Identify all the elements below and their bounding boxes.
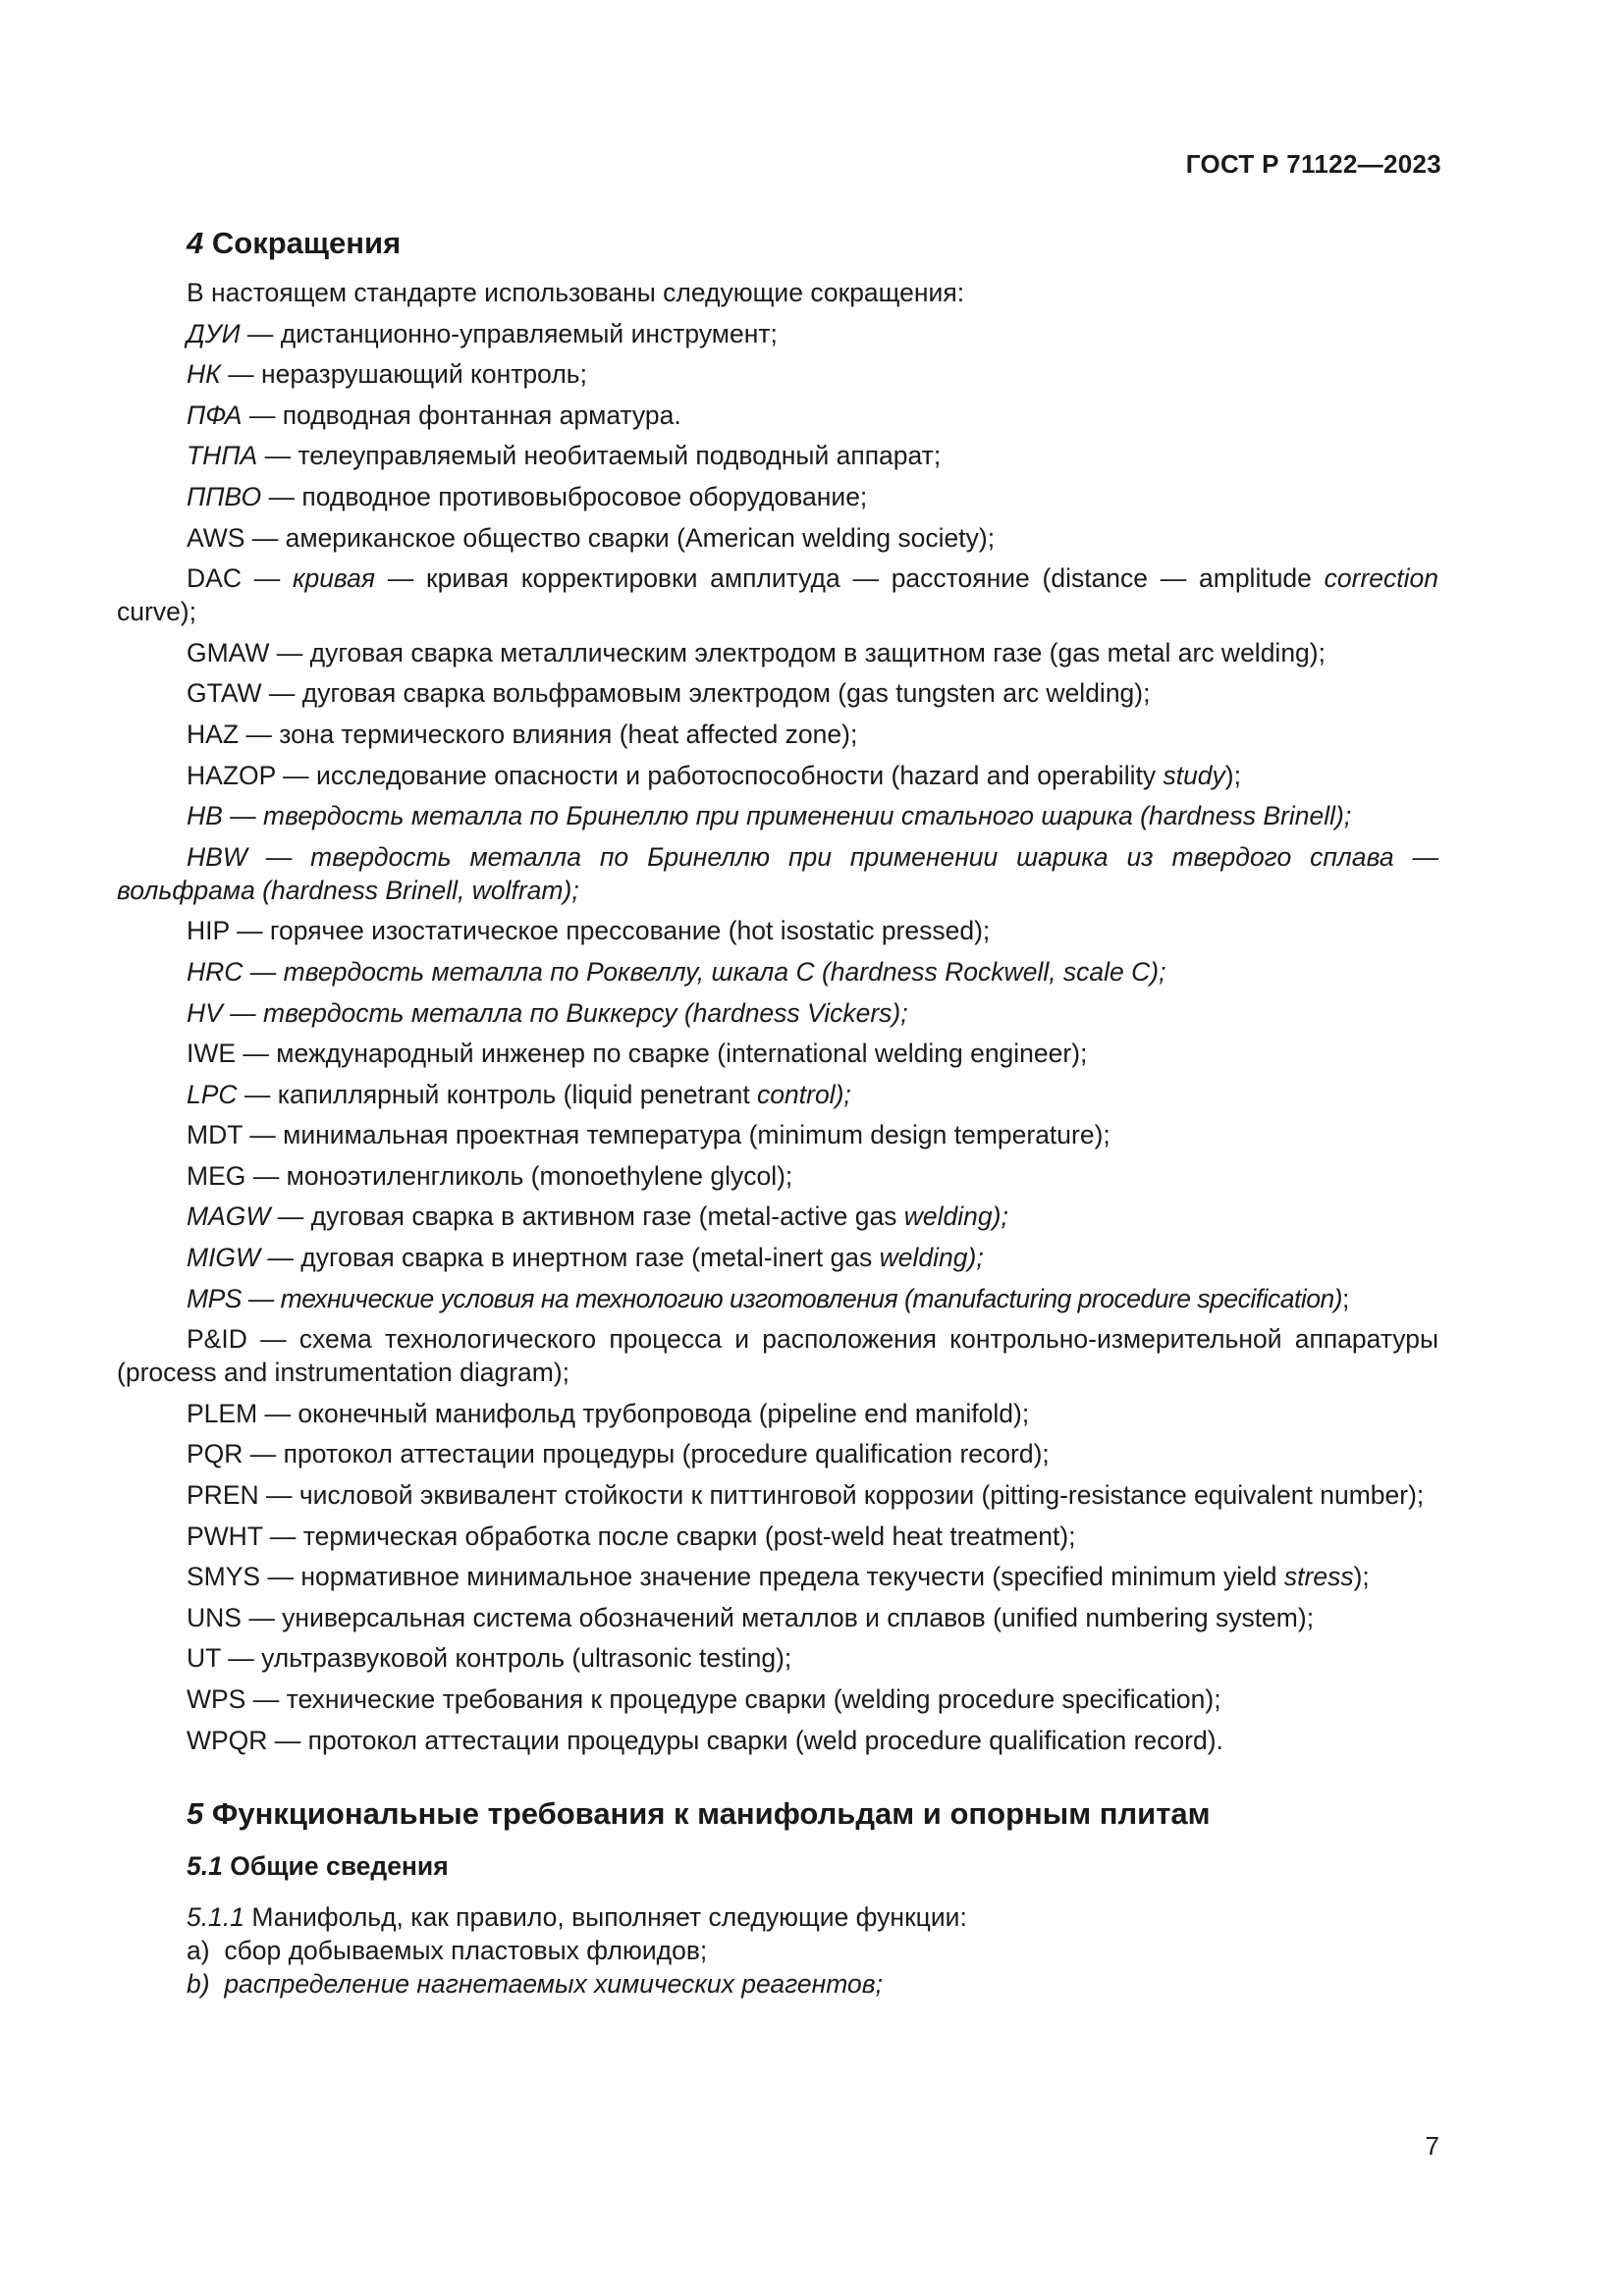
abbreviation-entry-magw: MAGW — дуговая сварка в активном газе (metal-active gas welding); [187, 1201, 1008, 1232]
page-number: 7 [1425, 2131, 1439, 2161]
section-4-heading [117, 224, 1438, 263]
section-intro: В настоящем стандарте использованы следующие сокращения: [187, 278, 965, 307]
abbreviation-entry-hbw: HBW — твердость металла по Бринеллю при применении шарика из твердого сплава — вольфрама (hardness Brinell, wolfram); [117, 841, 1438, 905]
abbreviation-entry-smys: SMYS — нормативное минимальное значение предела текучести (specified minimum yield stress); [187, 1562, 1370, 1592]
abbreviation-entry: ТНПА — телеуправляемый необитаемый подводный аппарат; [187, 441, 942, 471]
abbreviation-entry: PQR — протокол аттестации процедуры (procedure qualification record); [187, 1439, 1050, 1469]
abbreviation-entry: WPS — технические требования к процедуре сварки (welding procedure specification); [187, 1684, 1221, 1714]
section-number: 4 [187, 226, 204, 260]
abbreviation-entry: UNS — универсальная система обозначений металлов и сплавов (unified numbering system); [187, 1602, 1315, 1632]
abbreviation-entry-dac: DAC — кривая — кривая корректировки амплитуда — расстояние (distance — amplitude correction curve); [117, 563, 1439, 627]
abbreviation-entry-mps: MPS — технические условия на технологию изготовления (manufacturing procedure specification); [187, 1283, 1349, 1313]
abbreviation-entry: GTAW — дуговая сварка вольфрамовым электродом (gas tungsten arc welding); [187, 678, 1151, 709]
abbreviation-entry: HIP — горячее изостатическое прессование (hot isostatic pressed); [187, 916, 991, 946]
abbreviation-entry: НК — неразрушающий контроль; [187, 359, 587, 390]
abbreviation-entry: ПФА — подводная фонтанная арматура. [187, 400, 681, 430]
list-item: а) сбор добываемых пластовых флюидов; [187, 1935, 708, 1965]
section-5-heading: 5 Функциональные требования к манифольдам и опорным плитам [187, 1795, 1211, 1831]
abbreviation-entry-hrc: HRC — твердость металла по Роквеллу, шкала С (hardness Rockwell, scale C); [187, 956, 1166, 987]
list-item: b) распределение нагнетаемых химических реагентов; [187, 1968, 883, 1999]
abbreviation-entry: PLEM — оконечный манифольд трубопровода (pipeline end manifold); [187, 1398, 1030, 1428]
abbreviation-entry-hazop: HAZOP — исследование опасности и работоспособности (hazard and operability study); [187, 760, 1241, 790]
document-code: ГОСТ Р 71122—2023 [1185, 149, 1441, 179]
page-content [117, 224, 1438, 2001]
subsection-5-1-heading: 5.1 Общие сведения [187, 1850, 449, 1881]
abbreviation-entry: P&ID — схема технологического процесса и расположения контрольно-измерительной аппаратуры (process and instrumentation diagram); [117, 1324, 1438, 1388]
abbreviation-entry: ДУИ — дистанционно-управляемый инструмент; [187, 318, 778, 348]
abbreviation-entry-hb: HB — твердость металла по Бринеллю при применении стального шарика (hardness Brinell); [187, 801, 1352, 831]
abbreviation-entry: ППВО — подводное противовыбросовое оборудование; [187, 481, 868, 511]
abbreviation-entry: MEG — моноэтиленгликоль (monoethylene glycol); [187, 1160, 793, 1191]
section-title: Сокращения [211, 226, 402, 260]
abbreviation-entry: IWE — международный инженер по сварке (international welding engineer); [187, 1039, 1088, 1069]
abbreviation-entry-hv: HV — твердость металла по Виккерсу (hardness Vickers); [187, 997, 908, 1028]
clause-5-1-1: 5.1.1 Манифольд, как правило, выполняет следующие функции: [187, 1901, 967, 1932]
abbreviation-entry: AWS — американское общество сварки (American welding society); [187, 522, 996, 553]
abbreviation-entry: PREN — числовой эквивалент стойкости к питтинговой коррозии (pitting-resistance equivalent number); [187, 1480, 1425, 1511]
abbreviation-entry: UT — ультразвуковой контроль (ultrasonic testing); [187, 1643, 792, 1674]
abbreviation-entry-migw: MIGW — дуговая сварка в инертном газе (metal-inert gas welding); [187, 1243, 984, 1273]
abbreviation-entry-lpc: LPC — капиллярный контроль (liquid penetrant control); [187, 1079, 851, 1109]
abbreviation-entry: HAZ — зона термического влияния (heat affected zone); [187, 719, 858, 749]
abbreviation-entry: WPQR — протокол аттестации процедуры сварки (weld procedure qualification record). [187, 1725, 1223, 1755]
abbreviation-entry: PWHT — термическая обработка после сварки (post-weld heat treatment); [187, 1521, 1076, 1551]
abbreviation-entry: MDT — минимальная проектная температура (minimum design temperature); [187, 1120, 1110, 1150]
abbreviation-entry: GMAW — дуговая сварка металлическим электродом в защитном газе (gas metal arc welding); [187, 637, 1326, 667]
